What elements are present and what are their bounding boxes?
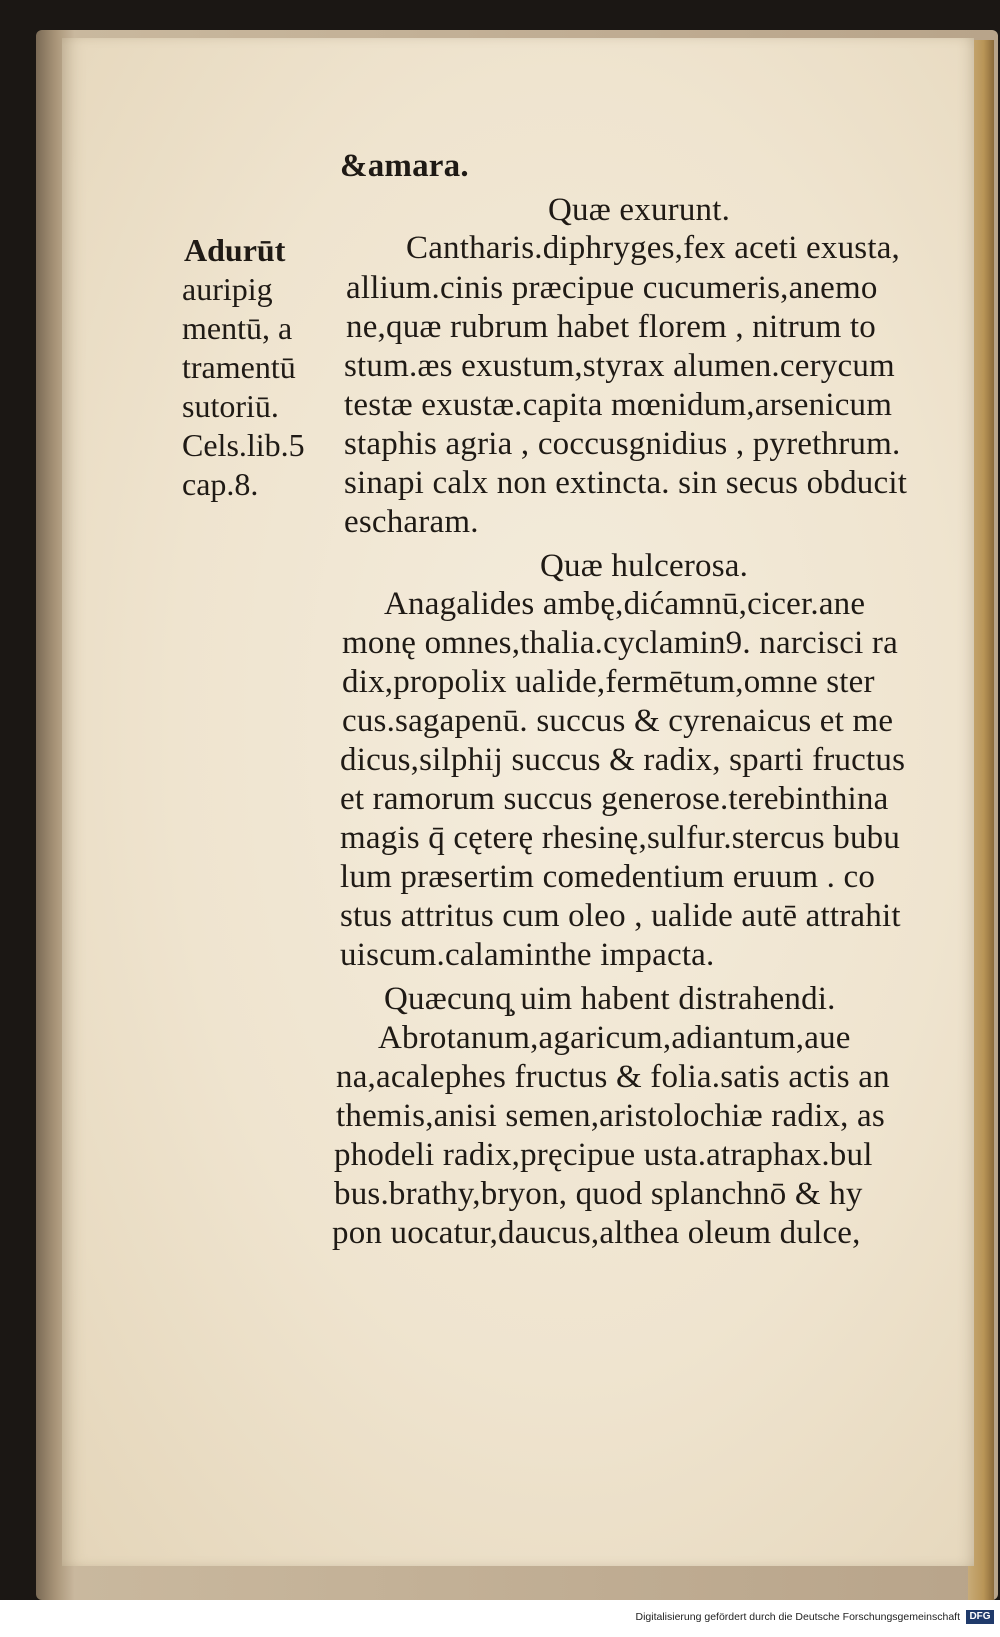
margin-note-line: Adurūt [184, 232, 286, 268]
margin-note-line: cap.8. [182, 466, 259, 502]
text-line: et ramorum succus generose.terebinthina [340, 781, 889, 817]
margin-note-line: sutoriū. [182, 388, 279, 424]
text-line: sinapi calx non extincta. sin secus obducit [344, 465, 908, 501]
text-line: pon uocatur,daucus,althea oleum dulce, [332, 1215, 861, 1251]
text-line: dix,propolix ualide,fermētum,omne ster [342, 664, 875, 700]
text-line: Abrotanum,agaricum,adiantum,aue [378, 1020, 851, 1056]
margin-note-line: tramentū [182, 349, 296, 385]
text-line: phodeli radix,pręcipue usta.atraphax.bul [334, 1137, 873, 1173]
text-line: ne,quæ rubrum habet florem , nitrum to [346, 309, 876, 345]
dfg-logo-icon: DFG [966, 1610, 994, 1624]
section-heading: Quæcunq̧ uim habent distrahendi. [384, 981, 836, 1017]
margin-note-line: Cels.lib.5 [182, 427, 305, 463]
text-line: Anagalides ambę,dićamnū,cicer.ane [384, 586, 866, 622]
text-line: stus attritus cum oleo , ualide autē attrahit [340, 898, 901, 934]
text-line: lum præsertim comedentium eruum . co [340, 859, 876, 895]
text-line: cus.sagapenū. succus & cyrenaicus et me [342, 703, 894, 739]
text-line: bus.brathy,bryon, quod splanchnō & hy [334, 1176, 863, 1212]
text-line: uiscum.calaminthe impacta. [340, 937, 715, 973]
footer-credit: Digitalisierung gefördert durch die Deutsche Forschungsgemeinschaft [635, 1611, 960, 1623]
text-line: escharam. [344, 504, 479, 540]
text-line: &amara. [340, 148, 469, 184]
text-line: monę omnes,thalia.cyclamin9. narcisci ra [342, 625, 898, 661]
text-line: staphis agria , coccusgnidius , pyrethrum. [344, 426, 901, 462]
text-line: magis q̄ cęterę rhesinę,sulfur.stercus bubu [340, 820, 901, 856]
text-line: dicus,silphij succus & radix, sparti fructus [340, 742, 906, 778]
section-heading: Quæ exurunt. [548, 192, 731, 228]
margin-note-line: auripig [182, 271, 273, 307]
text-line: na,acalephes fructus & folia.satis actis an [336, 1059, 890, 1095]
section-heading: Quæ hulcerosa. [540, 548, 749, 584]
margin-note-line: mentū, a [182, 310, 293, 346]
footer-bar [0, 1600, 1000, 1637]
text-line: themis,anisi semen,aristolochiæ radix, as [336, 1098, 885, 1134]
text-line: testæ exustæ.capita mœnidum,arsenicum [344, 387, 893, 423]
text-line: stum.æs exustum,styrax alumen.cerycum [344, 348, 895, 384]
text-line: allium.cinis præcipue cucumeris,anemo [346, 270, 878, 306]
text-line: Cantharis.diphryges,fex aceti exusta, [406, 230, 900, 266]
